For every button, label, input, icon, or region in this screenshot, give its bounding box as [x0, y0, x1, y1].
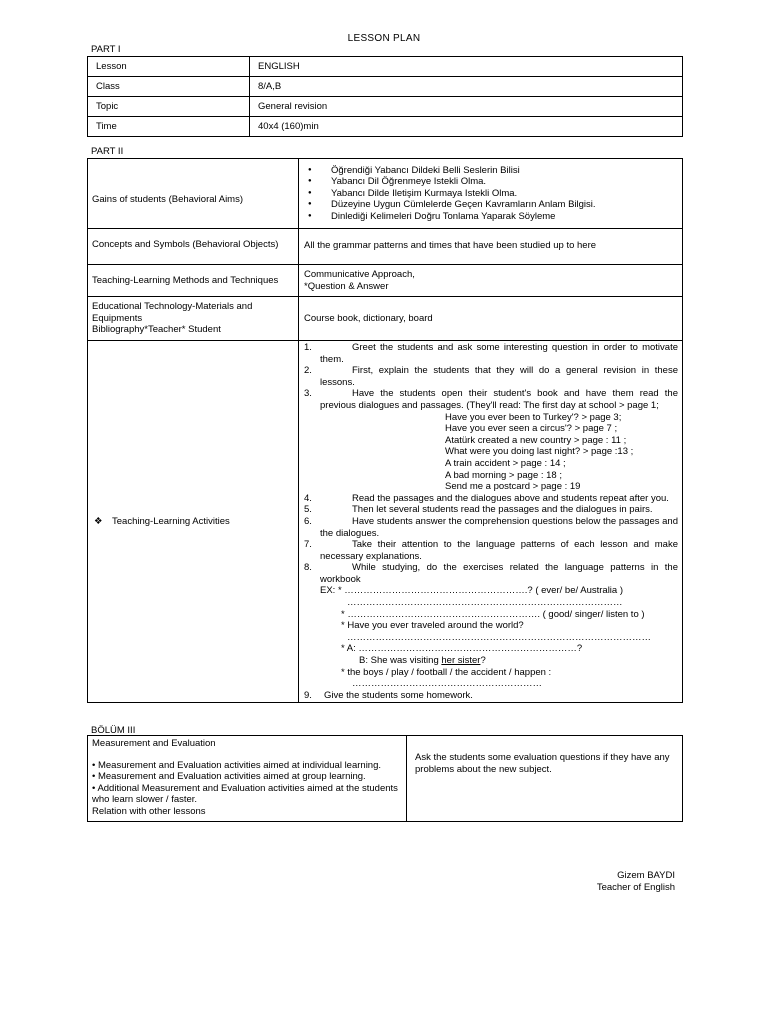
list-item: [304, 562, 678, 585]
item-text-content: Greet the students and ask some interesting question in order to motivate them.: [320, 342, 678, 365]
list-item: ● Yabancı Dil Öğrenmeye Istekli Olma.: [304, 176, 678, 188]
exercise-line: * ……………………………………………………. ( good/ singer/ listen to ): [341, 608, 645, 620]
table-row: [88, 159, 683, 229]
part3-heading: BÖLÜM III: [91, 725, 136, 736]
evaluation-left-cell: [88, 736, 407, 822]
item-text: Give the students some homework.: [324, 689, 473, 701]
item-number: 1.: [304, 342, 312, 353]
item-text-content: Then let several students read the passages and the dialogues in pairs.: [352, 504, 653, 516]
list-item: ● Düzeyine Uygun Cümlelerde Geçen Kavramların Anlam Bilgisi.: [304, 199, 678, 211]
item-text-content: While studying, do the exercises related the language patterns in the workbook: [320, 562, 678, 585]
activities-cell: [299, 341, 683, 703]
exercise-line: ……………………………………………………………………………: [347, 597, 623, 609]
item-text-content: Take their attention to the language patterns of each lesson and make necessary explanations.: [320, 539, 678, 562]
list-item: [304, 690, 678, 702]
topic-value: General revision: [250, 97, 683, 117]
evaluation-right-cell: Ask the students some evaluation questions if they have any problems about the new subject.: [407, 736, 683, 822]
table-row: [88, 341, 683, 703]
list-item: [304, 539, 678, 562]
list-item: ● Öğrendiği Yabancı Dildeki Belli Seslerin Bilisi: [304, 165, 678, 177]
tech-label-line: Equipments: [92, 312, 143, 324]
item-number: 5.: [304, 504, 312, 516]
exercise-line: [304, 655, 678, 667]
methods-line: *Question & Answer: [304, 280, 389, 292]
item-text-content: Read the passages and the dialogues above and students repeat after you.: [352, 492, 669, 504]
exercise-line: * the boys / play / football / the accident / happen :: [341, 666, 552, 678]
item-text: [320, 388, 678, 411]
exercise-line: ……………………………………………………………………………………: [347, 631, 651, 643]
exercise-line: * A: ……………………………………………………………?: [341, 643, 583, 655]
evaluation-item: Relation with other lessons: [92, 805, 206, 817]
tech-label: [88, 297, 299, 341]
item-number: 6.: [304, 515, 312, 527]
class-label: Class: [88, 77, 250, 97]
item-number: 2.: [304, 365, 312, 377]
concepts-label: Concepts and Symbols (Behavioral Objects): [88, 229, 299, 265]
page-ref: What were you doing last night? > page :13 ;: [445, 446, 634, 458]
page-ref: Have you ever seen a circus'? > page 7 ;: [445, 423, 618, 435]
part2-heading: PART II: [91, 146, 124, 157]
part1-table: [87, 56, 683, 137]
table-row: [88, 736, 683, 822]
item-text: [320, 342, 678, 365]
list-item: [304, 388, 678, 411]
list-item: ● Yabancı Dilde Iletişim Kurmaya Istekli Olma.: [304, 188, 678, 200]
methods-line: Communicative Approach,: [304, 268, 415, 280]
list-item: [304, 493, 678, 505]
item-text: [320, 365, 678, 388]
activities-label-cell: [88, 341, 299, 703]
tech-label-line: Bibliography*Teacher* Student: [92, 324, 221, 336]
gains-list: [304, 165, 678, 223]
activities-label: Teaching-Learning Activities: [112, 515, 230, 527]
part3-table: [87, 735, 683, 822]
exercise-text: B: She was visiting: [359, 655, 442, 667]
lesson-value: ENGLISH: [250, 57, 683, 77]
table-row: [88, 265, 683, 297]
exercise-line: ……………………………………………………: [352, 678, 542, 690]
item-text-content: First, explain the students that they will do a general revision in these lessons.: [320, 365, 678, 388]
evaluation-item: • Measurement and Evaluation activities aimed at individual learning.: [92, 759, 382, 771]
table-row: [88, 229, 683, 265]
lesson-label: Lesson: [88, 57, 250, 77]
page-ref: A train accident > page : 14 ;: [445, 457, 566, 469]
tech-label-line: Educational Technology-Materials and: [92, 301, 253, 313]
item-number: 3.: [304, 388, 312, 400]
table-row: [88, 297, 683, 341]
list-item: ● Dinlediği Kelimeleri Doğru Tonlama Yaparak Söyleme: [304, 211, 678, 223]
list-item: [304, 504, 678, 516]
list-item: [304, 516, 678, 539]
methods-label: Teaching-Learning Methods and Techniques: [88, 265, 299, 297]
exercise-line: * Have you ever traveled around the world?: [341, 620, 524, 632]
item-number: 9.: [304, 689, 312, 701]
item-number: 4.: [304, 492, 312, 504]
page-ref: Atatürk created a new country > page : 11 ;: [445, 434, 627, 446]
exercise-line: EX: * ………………………………………………….? ( ever/ be/ Australia ): [320, 585, 623, 597]
evaluation-title: Measurement and Evaluation: [92, 738, 216, 749]
evaluation-item: • Measurement and Evaluation activities aimed at group learning.: [92, 771, 366, 783]
underlined-text: her sister: [441, 655, 481, 667]
time-value: 40x4 (160)min: [250, 117, 683, 137]
item-number: 8.: [304, 562, 312, 574]
document-title: LESSON PLAN: [347, 33, 421, 44]
part1-heading: PART I: [91, 44, 121, 55]
class-value: 8/A,B: [250, 77, 683, 97]
table-row: [88, 77, 683, 97]
diamond-bullet-icon: ❖: [94, 515, 103, 527]
item-text: [320, 562, 678, 585]
list-item: [304, 342, 678, 365]
item-text-content: Have the students open their student's book and have them read the previous dialogues and passages. (They'll read: The first day at school > page 1;: [320, 388, 678, 411]
item-number: 7.: [304, 539, 312, 551]
tech-value: Course book, dictionary, board: [299, 297, 683, 341]
item-text-content: Have students answer the comprehension questions below the passages and the dialogues.: [320, 515, 678, 539]
time-label: Time: [88, 117, 250, 137]
gains-cell: [299, 159, 683, 229]
page-ref: A bad morning > page : 18 ;: [445, 469, 562, 481]
list-item: [304, 365, 678, 388]
table-row: [88, 57, 683, 77]
page-ref: Have you ever been to Turkey'? > page 3;: [445, 411, 622, 423]
item-text: [320, 493, 678, 505]
item-text: [320, 539, 678, 562]
table-row: [88, 97, 683, 117]
item-text: [320, 516, 678, 539]
spacer: [92, 750, 402, 760]
table-row: [88, 117, 683, 137]
topic-label: Topic: [88, 97, 250, 117]
methods-value: [299, 265, 683, 297]
concepts-value: All the grammar patterns and times that have been studied up to here: [299, 229, 683, 265]
exercise-text: ?: [480, 655, 486, 667]
evaluation-item: • Additional Measurement and Evaluation activities aimed at the students who learn slower / faster.: [92, 782, 398, 806]
part2-table: [87, 158, 683, 703]
gains-label: Gains of students (Behavioral Aims): [88, 159, 299, 229]
item-text: [320, 504, 678, 516]
page-ref: Send me a postcard > page : 19: [445, 481, 581, 493]
signature-role: Teacher of English: [596, 882, 675, 893]
signature-name: Gizem BAYDI: [617, 870, 675, 881]
